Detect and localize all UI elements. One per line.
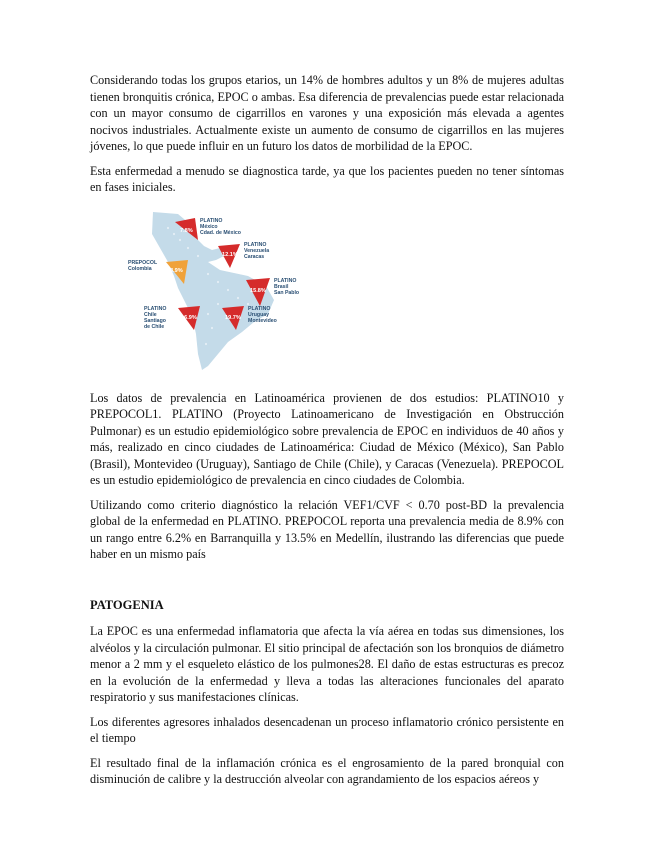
paragraph-prevalence-sex: Considerando todas los grupos etarios, un 14% de hombres adultos y un 8% de mujeres adultas tienen bronquitis crónica, EPOC o ambas. Esa diferencia de prevalencias puede estar relacionada con un mayor consumo de cigarrillos en varones y una exposición más elevada a agentes nocivos industriales. Actualmente existe un aumento de consumo de cigarrillos en las mujeres jóvenes, lo que puede influir en un futuro los datos de morbilidad de la EPOC. — [90, 73, 564, 153]
svg-text:PLATINO: PLATINO — [274, 277, 297, 284]
svg-text:PLATINO: PLATINO — [248, 305, 271, 312]
section-heading: PATOGENIA — [90, 597, 164, 612]
latin-america-prevalence-map — [108, 204, 398, 372]
svg-text:Chile: Chile — [144, 311, 157, 318]
svg-text:Cdad. de México: Cdad. de México — [200, 229, 241, 236]
svg-text:12.1%: 12.1% — [222, 251, 238, 258]
paragraph-inflammatory-disease: La EPOC es una enfermedad inflamatoria que afecta la vía aérea en todas sus dimensiones, los alvéolos y la circulación pulmonar. El sitio principal de afectación son los bronquios de diámetro menor a 2 mm y el esqueleto elástico de los pulmones28. El daño de estas estructuras es precoz en la evolución de la enfermedad y lleva a todas las alteraciones funcionales del aparato respiratorio y sus manifestaciones clínicas. — [90, 624, 564, 704]
svg-text:19.7%: 19.7% — [225, 314, 241, 321]
svg-text:PLATINO: PLATINO — [144, 305, 167, 312]
svg-text:7.8%: 7.8% — [180, 227, 193, 234]
svg-text:México: México — [200, 223, 218, 230]
svg-text:Santiago: Santiago — [144, 317, 166, 324]
svg-text:Caracas: Caracas — [244, 253, 265, 260]
svg-text:PLATINO: PLATINO — [244, 241, 267, 248]
svg-text:Colombia: Colombia — [128, 265, 152, 272]
svg-text:de Chile: de Chile — [144, 323, 165, 330]
paragraph-late-diagnosis: Esta enfermedad a menudo se diagnostica tarde, ya que los pacientes pueden no tener síntomas en fases iniciales. — [90, 163, 564, 194]
svg-text:8.9%: 8.9% — [170, 267, 183, 274]
document-page — [90, 72, 564, 796]
paragraph-inhaled-agents: Los diferentes agresores inhalados desencadenan un proceso inflamatorio crónico persistente en el tiempo — [90, 714, 564, 745]
svg-text:Montevideo: Montevideo — [248, 317, 277, 324]
map-svg — [108, 204, 398, 372]
svg-text:Brasil: Brasil — [274, 283, 289, 290]
svg-text:San Pablo: San Pablo — [274, 289, 300, 296]
paragraph-diagnostic-criterion: Utilizando como criterio diagnóstico la relación VEF1/CVF < 0.70 post-BD la prevalencia global de la enfermedad en PLATINO. PREPOCOL reporta una prevalencia media de 8.9% con un rango entre 6.2% en Barranquilla y 13.5% en Medellín, ilustrando las diferencias que puede haber en un mismo país — [90, 497, 564, 561]
svg-text:Venezuela: Venezuela — [244, 247, 270, 254]
paragraph-platino-prepocol: Los datos de prevalencia en Latinoamérica provienen de dos estudios: PLATINO10 y PREPOCOL1. PLATINO (Proyecto Latinoamericano de Investigación en Obstrucción Pulmonar) es un estudio epidemiológico sobre prevalencia de EPOC en individuos de 40 años y más, realizado en cinco ciudades de Latinoamérica: Ciudad de México (México), San Pablo (Brasil), Montevideo (Uruguay), Santiago de Chile (Chile), y Caracas (Venezuela). PREPOCOL es un estudio epidemiológico de prevalencia en cinco ciudades de Colombia. — [90, 390, 564, 487]
svg-text:PLATINO: PLATINO — [200, 217, 223, 224]
svg-text:16.9%: 16.9% — [181, 314, 197, 321]
marker-venezuela — [218, 242, 269, 268]
svg-text:PREPOCOL: PREPOCOL — [128, 259, 158, 266]
svg-text:15.8%: 15.8% — [250, 287, 266, 294]
svg-text:Uruguay: Uruguay — [248, 311, 270, 318]
paragraph-chronic-inflammation: El resultado final de la inflamación crónica es el engrosamiento de la pared bronquial con disminución de calibre y la destrucción alveolar con agrandamiento de los espacios aéreos y — [90, 755, 564, 786]
marker-chile — [144, 306, 200, 330]
